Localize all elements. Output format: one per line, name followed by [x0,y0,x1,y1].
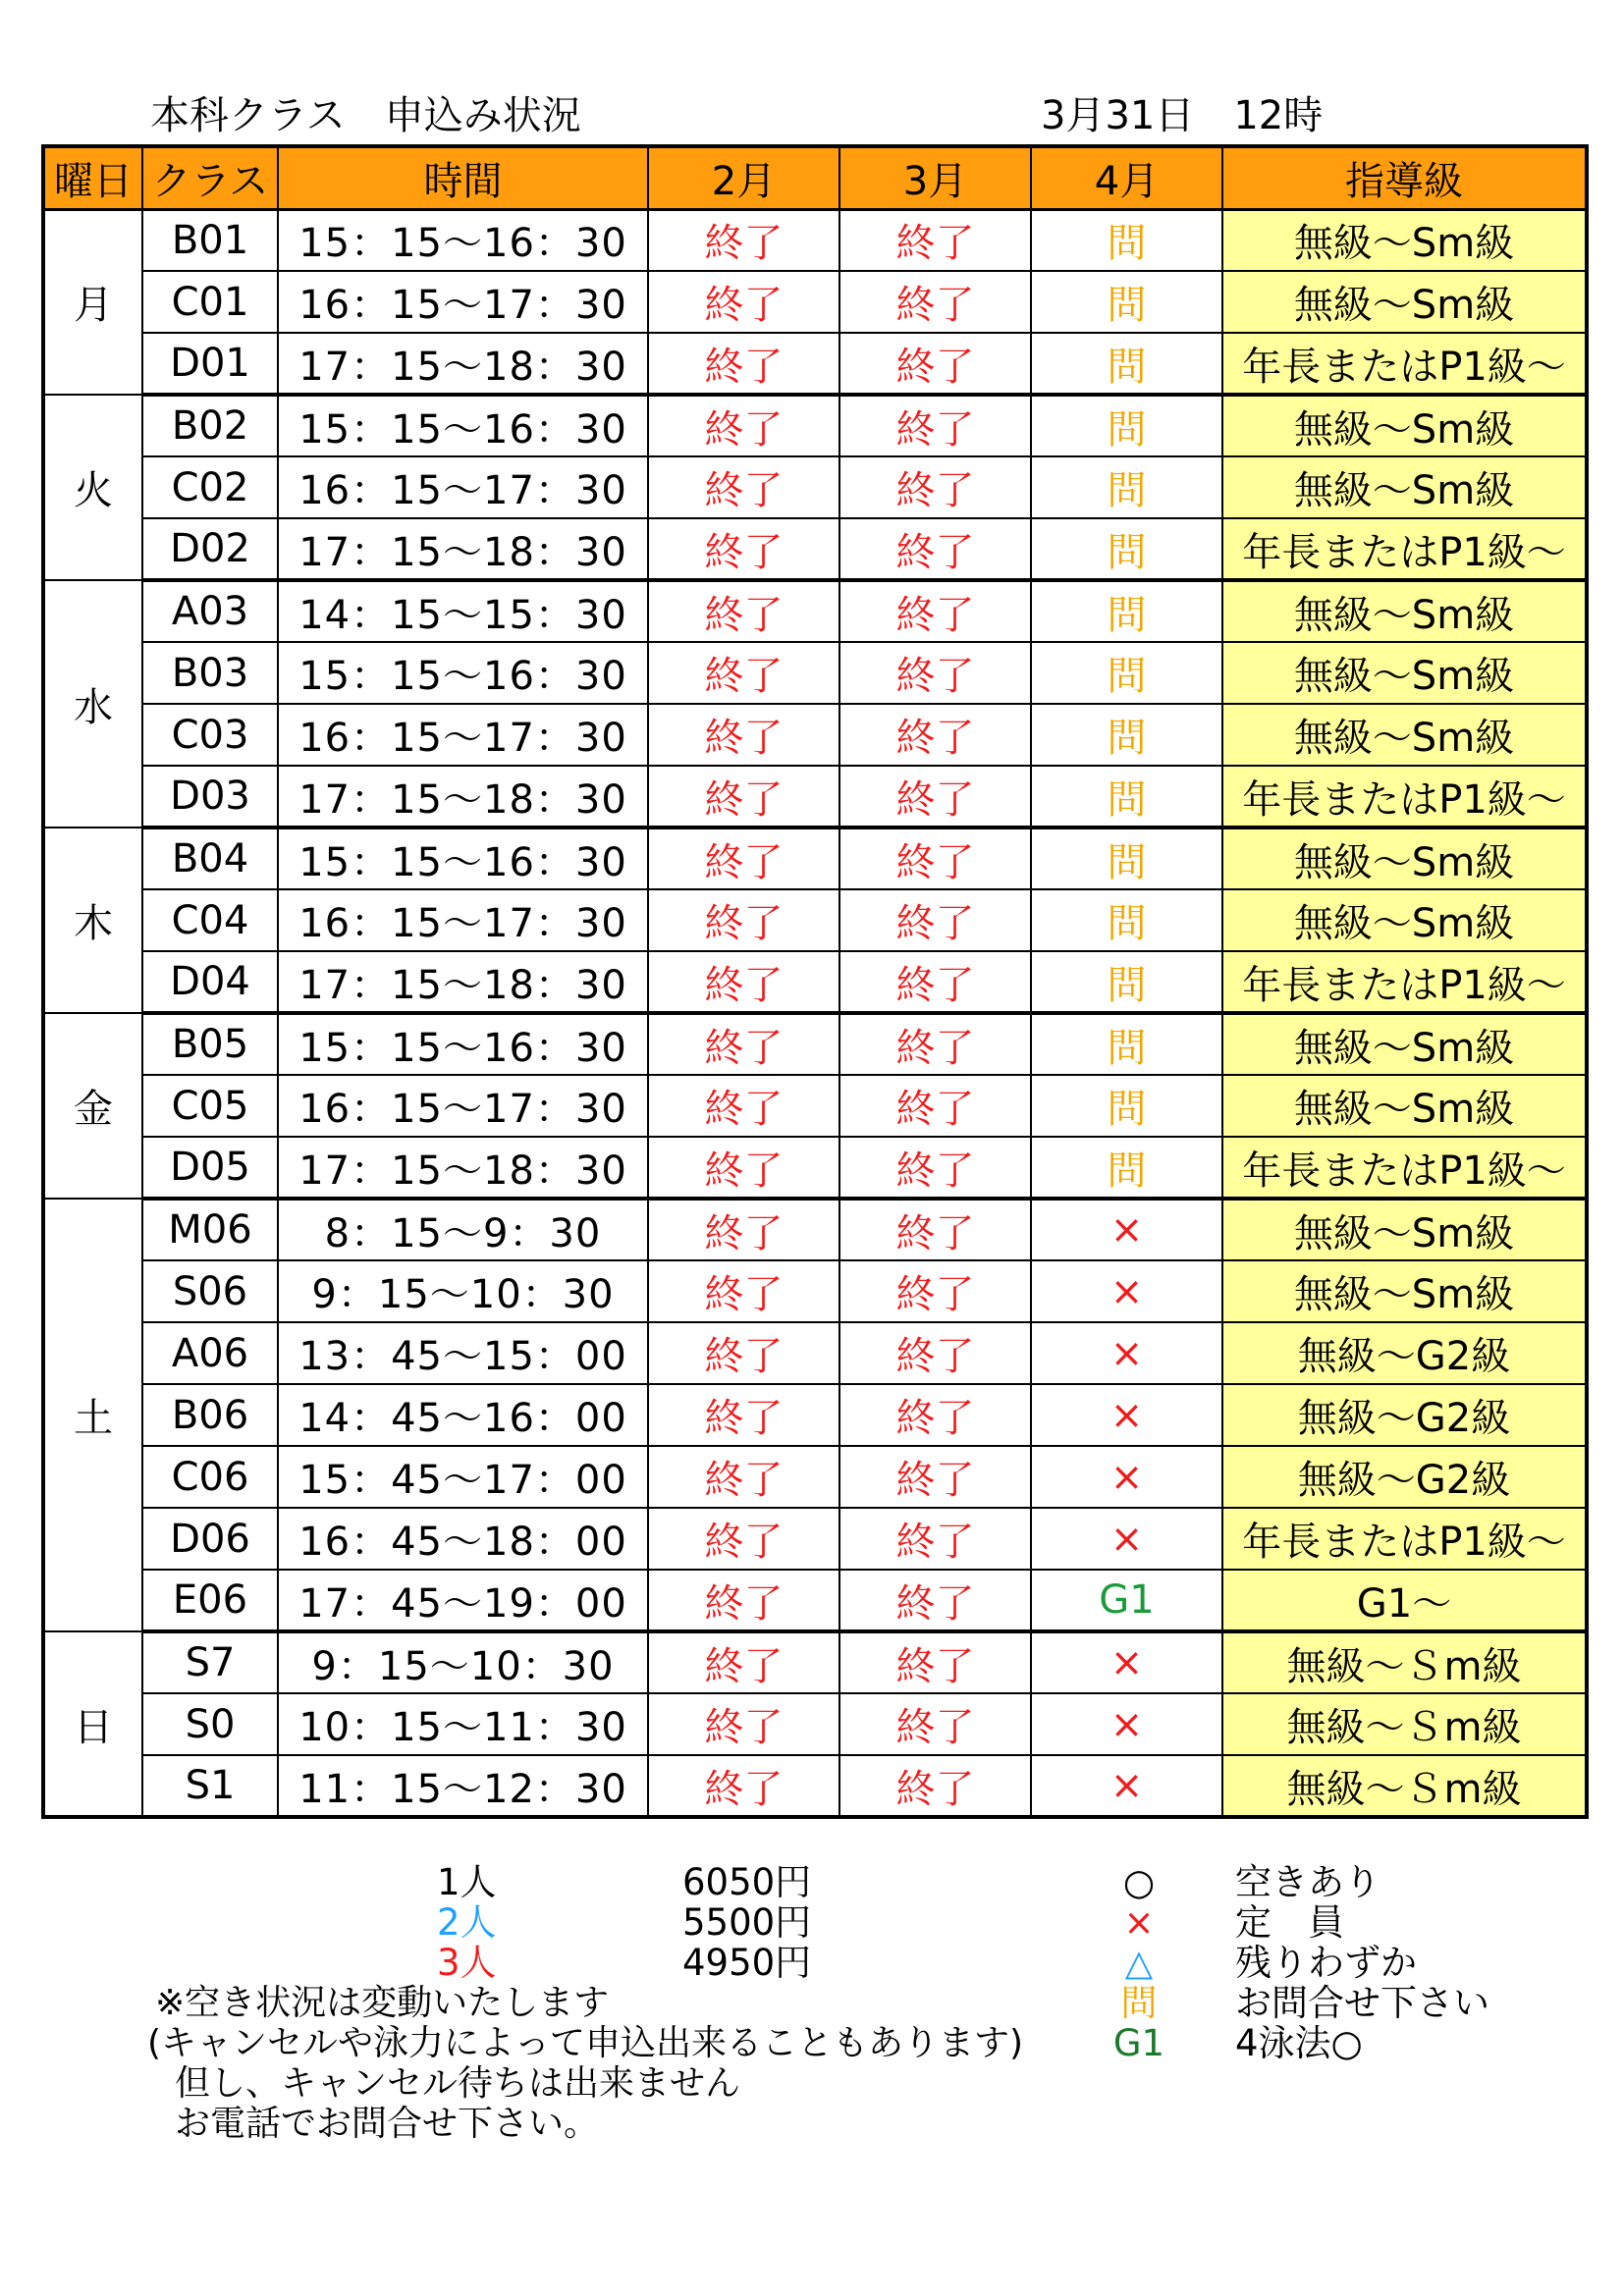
class-cell: B01 [142,209,278,271]
grade-cell: 無級〜Sm級 [1222,889,1587,951]
status-apr-cell: × [1031,1446,1222,1508]
time-cell: 15：15〜16：30 [278,209,648,271]
table-row [43,951,1587,1013]
grade-cell: 無級〜Sm級 [1222,580,1587,642]
table-row [43,704,1587,766]
status-feb-cell: 終了 [648,704,839,766]
grade-cell: 無級〜G2級 [1222,1384,1587,1446]
grade-cell: 無級〜Sm級 [1222,1075,1587,1137]
status-apr-cell: 問 [1031,704,1222,766]
grade-cell: 無級〜Sm級 [1222,1013,1587,1075]
status-apr-cell: 問 [1031,209,1222,271]
grade-cell: 年長またはP1級〜 [1222,333,1587,395]
header-mar: 3月 [839,146,1031,209]
time-cell: 17：15〜18：30 [278,1137,648,1199]
note-cancellation: (キャンセルや泳力によって申込出来ることもあります) [147,2023,1024,2063]
legend-text-g1: 4泳法○ [1235,2022,1363,2064]
class-cell: S0 [142,1693,278,1755]
legend-symbol-available: ○ [1122,1861,1156,1903]
status-apr-cell: 問 [1031,766,1222,828]
legend-text-available: 空きあり [1235,1861,1380,1903]
grade-cell: 無級〜G2級 [1222,1322,1587,1384]
table-row [43,1384,1587,1446]
status-feb-cell: 終了 [648,1631,839,1693]
price-value-3: 4950円 [682,1942,812,1984]
time-cell: 15：15〜16：30 [278,395,648,456]
update-timestamp: 3月31日 12時 [1041,93,1324,138]
time-cell: 17：15〜18：30 [278,766,648,828]
table-row [43,1755,1587,1817]
status-apr-cell: × [1031,1322,1222,1384]
table-row [43,1260,1587,1322]
status-apr-cell: 問 [1031,333,1222,395]
grade-cell: 無級〜G2級 [1222,1446,1587,1508]
status-feb-cell: 終了 [648,580,839,642]
time-cell: 15：45〜17：00 [278,1446,648,1508]
class-cell: B04 [142,828,278,889]
status-mar-cell: 終了 [839,395,1031,456]
class-cell: S06 [142,1260,278,1322]
status-mar-cell: 終了 [839,1570,1031,1631]
status-mar-cell: 終了 [839,704,1031,766]
grade-cell: 無級〜Sm級 [1222,456,1587,518]
status-mar-cell: 終了 [839,1693,1031,1755]
grade-cell: 年長またはP1級〜 [1222,766,1587,828]
grade-cell: 無級〜Sm級 [1222,1260,1587,1322]
status-mar-cell: 終了 [839,1199,1031,1260]
time-cell: 14：45〜16：00 [278,1384,648,1446]
table-row [43,271,1587,333]
status-mar-cell: 終了 [839,1446,1031,1508]
class-cell: C01 [142,271,278,333]
status-mar-cell: 終了 [839,1075,1031,1137]
status-mar-cell: 終了 [839,889,1031,951]
schedule-table [41,144,1589,1819]
status-apr-cell: × [1031,1508,1222,1570]
status-feb-cell: 終了 [648,1137,839,1199]
time-cell: 15：15〜16：30 [278,642,648,704]
grade-cell: 無級〜Sm級 [1222,1199,1587,1260]
table-row [43,1013,1587,1075]
status-feb-cell: 終了 [648,1755,839,1817]
time-cell: 15：15〜16：30 [278,1013,648,1075]
status-apr-cell: 問 [1031,395,1222,456]
header-grade: 指導級 [1222,146,1587,209]
legend-symbol-full: × [1123,1901,1155,1944]
status-apr-cell: 問 [1031,951,1222,1013]
status-feb-cell: 終了 [648,1570,839,1631]
status-apr-cell: 問 [1031,828,1222,889]
status-feb-cell: 終了 [648,828,839,889]
status-mar-cell: 終了 [839,518,1031,580]
class-cell: B03 [142,642,278,704]
class-cell: D06 [142,1508,278,1570]
grade-cell: G1〜 [1222,1570,1587,1631]
class-cell: A06 [142,1322,278,1384]
status-feb-cell: 終了 [648,1384,839,1446]
table-row [43,1446,1587,1508]
time-cell: 13：45〜15：00 [278,1322,648,1384]
grade-cell: 無級〜Sm級 [1222,209,1587,271]
status-mar-cell: 終了 [839,1631,1031,1693]
table-header-row [43,146,1587,209]
grade-cell: 無級〜Ｓm級 [1222,1693,1587,1755]
class-cell: B02 [142,395,278,456]
grade-cell: 無級〜Sm級 [1222,271,1587,333]
status-mar-cell: 終了 [839,1508,1031,1570]
class-cell: D04 [142,951,278,1013]
time-cell: 16：15〜17：30 [278,271,648,333]
table-row [43,580,1587,642]
page-title: 本科クラス 申込み状況 [150,93,581,138]
time-cell: 16：15〜17：30 [278,704,648,766]
class-cell: B06 [142,1384,278,1446]
status-feb-cell: 終了 [648,1693,839,1755]
grade-cell: 年長またはP1級〜 [1222,951,1587,1013]
table-row [43,766,1587,828]
table-row [43,1508,1587,1570]
table-row [43,395,1587,456]
price-count-2: 2人 [437,1901,497,1944]
header-apr: 4月 [1031,146,1222,209]
legend-text-full: 定 員 [1235,1901,1344,1944]
table-row [43,209,1587,271]
status-feb-cell: 終了 [648,951,839,1013]
day-cell: 火 [43,395,142,580]
header-class: クラス [142,146,278,209]
grade-cell: 年長またはP1級〜 [1222,1137,1587,1199]
status-feb-cell: 終了 [648,1322,839,1384]
time-cell: 15：15〜16：30 [278,828,648,889]
table-row [43,1137,1587,1199]
status-feb-cell: 終了 [648,395,839,456]
status-apr-cell: 問 [1031,1075,1222,1137]
legend-text-few-left: 残りわずか [1235,1942,1417,1984]
time-cell: 16：15〜17：30 [278,1075,648,1137]
table-row [43,828,1587,889]
schedule-body [43,209,1587,1817]
status-feb-cell: 終了 [648,766,839,828]
table-row [43,1570,1587,1631]
time-cell: 10：15〜11：30 [278,1693,648,1755]
status-apr-cell: 問 [1031,456,1222,518]
status-mar-cell: 終了 [839,1322,1031,1384]
class-cell: C04 [142,889,278,951]
legend-symbol-inquire: 問 [1120,1982,1158,2024]
class-cell: C06 [142,1446,278,1508]
status-feb-cell: 終了 [648,1013,839,1075]
status-feb-cell: 終了 [648,333,839,395]
time-cell: 11：15〜12：30 [278,1755,648,1817]
class-cell: S7 [142,1631,278,1693]
legend-symbol-g1: G1 [1112,2022,1165,2064]
table-row [43,1199,1587,1260]
status-feb-cell: 終了 [648,1508,839,1570]
status-feb-cell: 終了 [648,1446,839,1508]
table-row [43,642,1587,704]
grade-cell: 無級〜Sm級 [1222,704,1587,766]
time-cell: 17：15〜18：30 [278,333,648,395]
day-cell: 水 [43,580,142,828]
status-mar-cell: 終了 [839,828,1031,889]
status-mar-cell: 終了 [839,642,1031,704]
time-cell: 17：15〜18：30 [278,951,648,1013]
status-mar-cell: 終了 [839,1137,1031,1199]
time-cell: 9：15〜10：30 [278,1631,648,1693]
legend-symbol-few-left: △ [1124,1942,1154,1984]
status-apr-cell: × [1031,1260,1222,1322]
day-cell: 土 [43,1199,142,1631]
class-cell: C03 [142,704,278,766]
legend-text-inquire: お問合せ下さい [1235,1982,1489,2024]
status-apr-cell: 問 [1031,1137,1222,1199]
status-feb-cell: 終了 [648,271,839,333]
header-time: 時間 [278,146,648,209]
day-cell: 木 [43,828,142,1013]
table-row [43,1075,1587,1137]
class-cell: E06 [142,1570,278,1631]
status-mar-cell: 終了 [839,766,1031,828]
table-row [43,1322,1587,1384]
status-feb-cell: 終了 [648,889,839,951]
grade-cell: 無級〜Sm級 [1222,395,1587,456]
class-cell: C05 [142,1075,278,1137]
status-mar-cell: 終了 [839,1755,1031,1817]
grade-cell: 年長またはP1級〜 [1222,518,1587,580]
status-mar-cell: 終了 [839,209,1031,271]
status-apr-cell: 問 [1031,889,1222,951]
class-cell: C02 [142,456,278,518]
status-apr-cell: G1 [1031,1570,1222,1631]
status-feb-cell: 終了 [648,518,839,580]
status-apr-cell: × [1031,1199,1222,1260]
class-cell: A03 [142,580,278,642]
day-cell: 金 [43,1013,142,1199]
status-apr-cell: × [1031,1631,1222,1693]
status-mar-cell: 終了 [839,951,1031,1013]
time-cell: 14：15〜15：30 [278,580,648,642]
status-mar-cell: 終了 [839,333,1031,395]
price-count-1: 1人 [437,1861,497,1903]
price-value-1: 6050円 [682,1861,812,1903]
status-apr-cell: 問 [1031,518,1222,580]
class-cell: M06 [142,1199,278,1260]
grade-cell: 無級〜Ｓm級 [1222,1755,1587,1817]
status-feb-cell: 終了 [648,1075,839,1137]
table-row [43,1631,1587,1693]
status-feb-cell: 終了 [648,1199,839,1260]
time-cell: 9：15〜10：30 [278,1260,648,1322]
status-apr-cell: × [1031,1755,1222,1817]
grade-cell: 無級〜Sm級 [1222,828,1587,889]
note-no-waitlist: 但し、キャンセル待ちは出来ません [175,2063,741,2104]
time-cell: 17：45〜19：00 [278,1570,648,1631]
status-mar-cell: 終了 [839,580,1031,642]
header-day: 曜日 [43,146,142,209]
status-mar-cell: 終了 [839,1013,1031,1075]
grade-cell: 年長またはP1級〜 [1222,1508,1587,1570]
day-cell: 月 [43,209,142,395]
grade-cell: 無級〜Sm級 [1222,642,1587,704]
status-mar-cell: 終了 [839,1384,1031,1446]
header-feb: 2月 [648,146,839,209]
status-feb-cell: 終了 [648,209,839,271]
time-cell: 16：15〜17：30 [278,889,648,951]
price-value-2: 5500円 [682,1901,812,1944]
status-mar-cell: 終了 [839,271,1031,333]
time-cell: 16：15〜17：30 [278,456,648,518]
table-row [43,1693,1587,1755]
status-apr-cell: 問 [1031,642,1222,704]
status-apr-cell: × [1031,1693,1222,1755]
time-cell: 16：45〜18：00 [278,1508,648,1570]
status-feb-cell: 終了 [648,642,839,704]
table-row [43,889,1587,951]
price-count-3: 3人 [437,1942,497,1984]
status-apr-cell: 問 [1031,271,1222,333]
table-row [43,333,1587,395]
class-cell: D01 [142,333,278,395]
class-cell: D05 [142,1137,278,1199]
time-cell: 17：15〜18：30 [278,518,648,580]
class-cell: B05 [142,1013,278,1075]
grade-cell: 無級〜Ｓm級 [1222,1631,1587,1693]
status-apr-cell: 問 [1031,1013,1222,1075]
status-apr-cell: × [1031,1384,1222,1446]
day-cell: 日 [43,1631,142,1817]
class-cell: D03 [142,766,278,828]
class-cell: D02 [142,518,278,580]
class-cell: S1 [142,1755,278,1817]
note-availability: ※空き状況は変動いたします [155,1983,610,2023]
table-row [43,518,1587,580]
status-mar-cell: 終了 [839,456,1031,518]
table-row [43,456,1587,518]
status-apr-cell: 問 [1031,580,1222,642]
status-feb-cell: 終了 [648,456,839,518]
note-phone: お電話でお問合せ下さい。 [175,2104,600,2144]
status-mar-cell: 終了 [839,1260,1031,1322]
status-feb-cell: 終了 [648,1260,839,1322]
time-cell: 8：15〜9：30 [278,1199,648,1260]
